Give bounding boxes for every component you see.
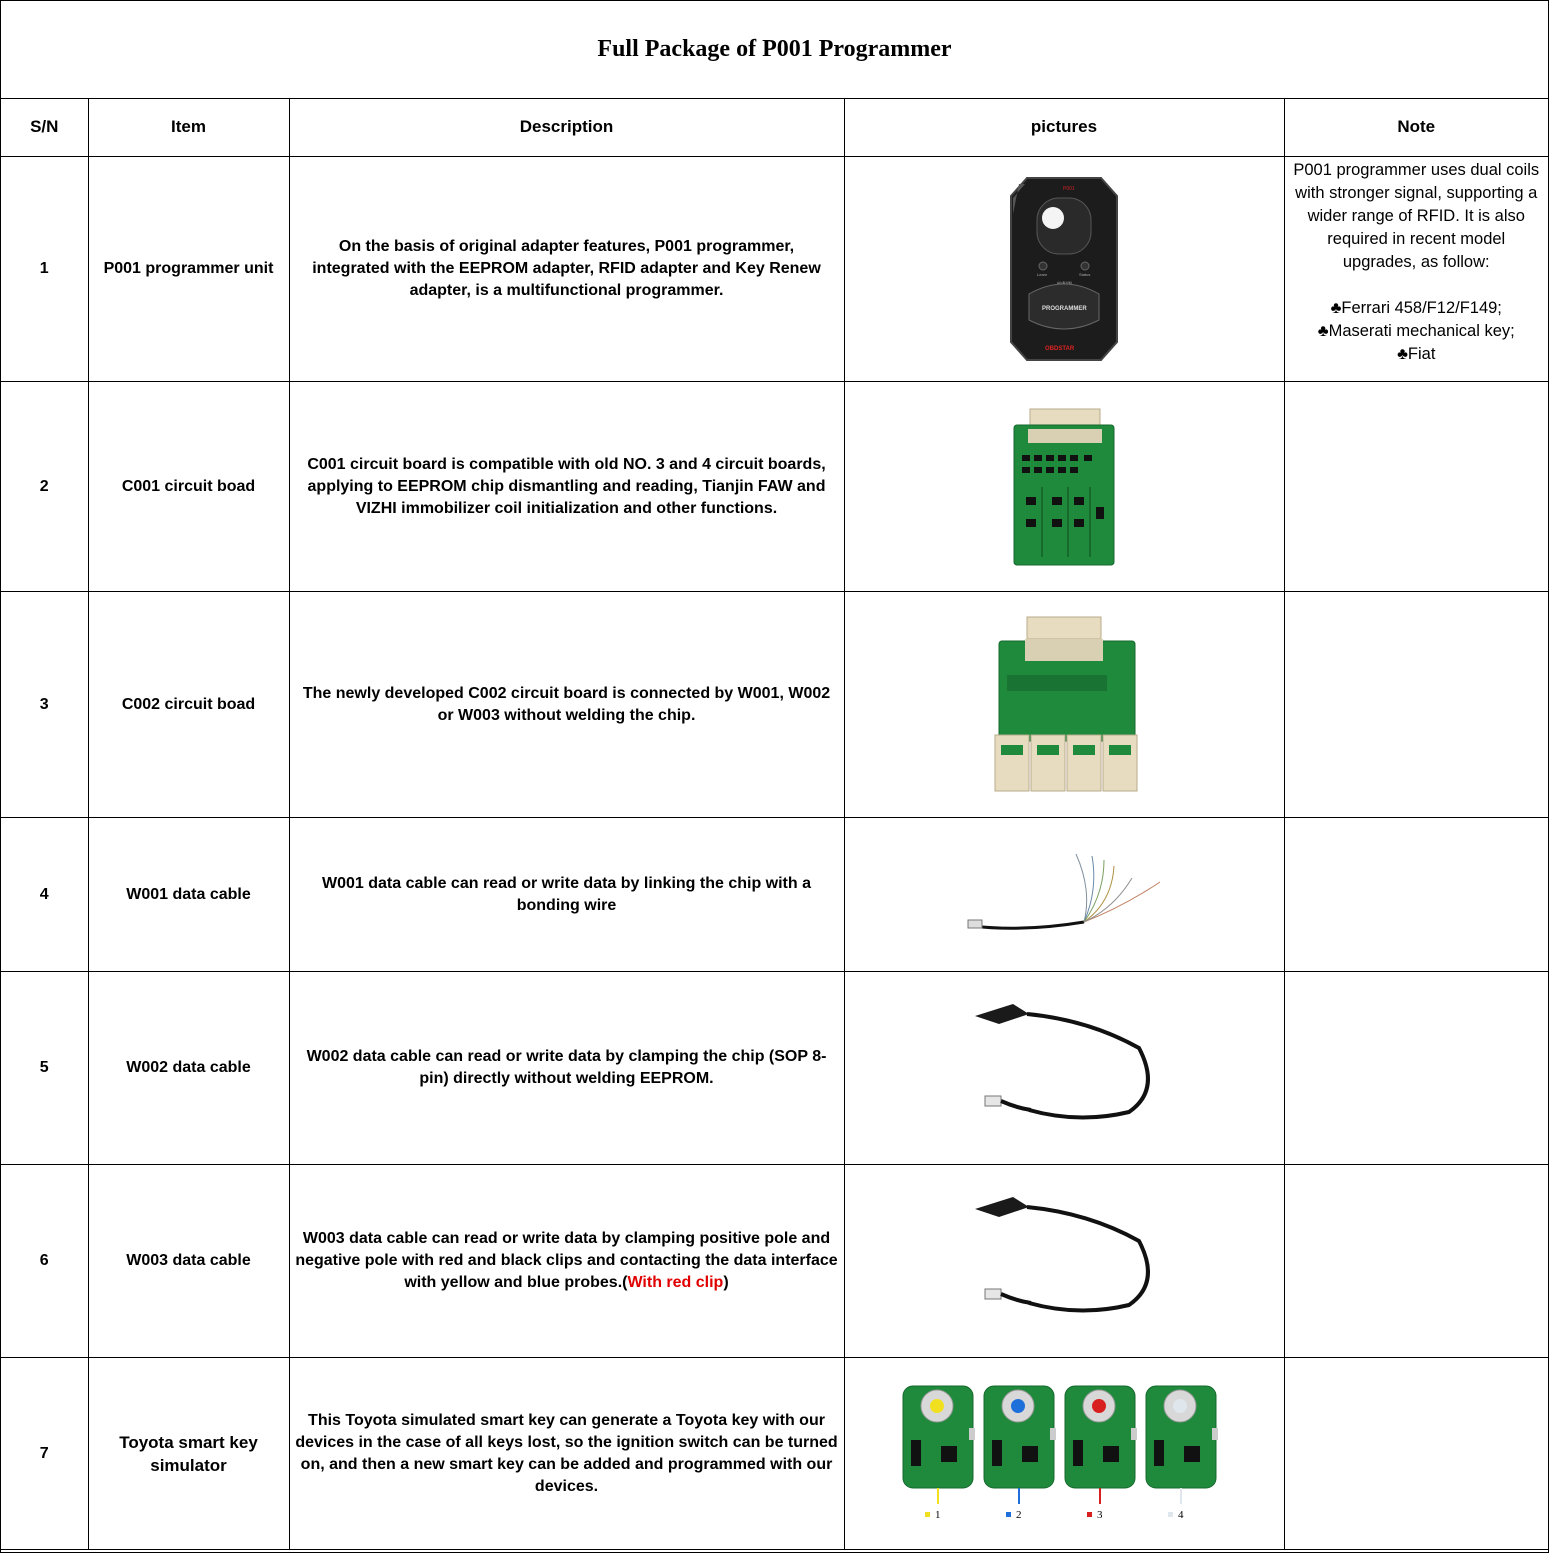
brand-label: OBDSTAR [1045, 346, 1075, 352]
p001-programmer-image [1009, 174, 1119, 364]
note-item: ♣Fiat [1397, 345, 1436, 363]
note-cell-empty [1284, 1165, 1548, 1358]
sn-cell: 6 [1, 1165, 88, 1358]
description-cell: The newly developed C002 circuit board is connected by W001, W002 or W003 without welding the chip. [289, 592, 844, 818]
w001-cable-image [964, 850, 1164, 940]
toyota-simulators-image [899, 1384, 1229, 1524]
note-cell-empty [1284, 1358, 1548, 1550]
simulator-label: 3 [1097, 1508, 1103, 1521]
picture-cell [844, 1165, 1284, 1358]
header-pictures: pictures [844, 98, 1284, 157]
simulator-color-dot [1092, 1399, 1106, 1413]
header-note: Note [1284, 98, 1548, 157]
description-cell: This Toyota simulated smart key can generate a Toyota key with our devices in the case of all keys lost, so the ignition switch can be turned on, and then a new smart key can be added and programmed with our devices. [289, 1358, 844, 1550]
sn-cell: 5 [1, 972, 88, 1165]
sn-cell: 2 [1, 382, 88, 592]
description-cell: W002 data cable can read or write data by clamping the chip (SOP 8-pin) directly without welding EEPROM. [289, 972, 844, 1165]
picture-cell [844, 592, 1284, 818]
simulator-color-dot [930, 1399, 944, 1413]
programmer-label: PROGRAMMER [1042, 306, 1087, 312]
description-cell: C001 circuit board is compatible with old NO. 3 and 4 circuit boards, applying to EEPROM chip dismantling and reading, Tianjin FAW and VIZHI immobilizer coil initialization and other functions. [289, 382, 844, 592]
simulator-label: 1 [935, 1508, 941, 1521]
item-cell: W001 data cable [88, 818, 289, 972]
c002-board-image [989, 615, 1139, 795]
picture-cell [844, 1358, 1284, 1550]
table-row [1, 592, 1548, 818]
item-cell: Toyota smart key simulator [88, 1358, 289, 1550]
item-cell: W003 data cable [88, 1165, 289, 1358]
learn-label: Learn [1037, 272, 1048, 277]
header-sn: S/N [1, 98, 88, 157]
sn-cell: 1 [1, 157, 88, 382]
note-cell-empty [1284, 972, 1548, 1165]
c001-board-image [1012, 407, 1116, 567]
item-cell: C001 circuit boad [88, 382, 289, 592]
red-clip-note: With red clip [627, 1274, 724, 1291]
simulator-color-dot [1173, 1399, 1187, 1413]
header-description: Description [289, 98, 844, 157]
item-cell: C002 circuit boad [88, 592, 289, 818]
status-label: Status [1079, 272, 1091, 277]
simulator-color-dot [1011, 1399, 1025, 1413]
description-text: W003 data cable can read or write data by clamping positive pole and negative pole with red and black clips and contacting the data interface with yellow and blue probes.( [295, 1230, 838, 1291]
header-item: Item [88, 98, 289, 157]
note-item: ♣Maserati mechanical key; [1317, 322, 1515, 340]
note-item: ♣Ferrari 458/F12/F149; [1330, 299, 1502, 317]
table-row [1, 382, 1548, 592]
description-cell [289, 1165, 844, 1358]
note-intro: P001 programmer uses dual coils with stronger signal, supporting a wider range of RFID. It is also required in recent model upgrades, as follow: [1293, 161, 1540, 271]
note-cell-empty [1284, 382, 1548, 592]
simulator-label: 4 [1178, 1508, 1184, 1521]
note-cell-empty [1284, 818, 1548, 972]
description-cell: On the basis of original adapter features, P001 programmer, integrated with the EEPROM adapter, RFID adapter and Key Renew adapter, is a multifunctional programmer. [289, 157, 844, 382]
picture-cell [844, 818, 1284, 972]
sn-cell: 3 [1, 592, 88, 818]
description-cell: W001 data cable can read or write data by linking the chip with a bonding wire [289, 818, 844, 972]
picture-cell [844, 972, 1284, 1165]
table-row [1, 157, 1548, 382]
p001-top-label: P001 [1063, 186, 1075, 192]
picture-cell [844, 382, 1284, 592]
sn-cell: 7 [1, 1358, 88, 1550]
note-cell [1284, 157, 1548, 382]
table-row [1, 1165, 1548, 1358]
table-row [1, 818, 1548, 972]
title-row [1, 1, 1548, 99]
description-end: ) [723, 1274, 729, 1291]
item-cell: W002 data cable [88, 972, 289, 1165]
table-row [1, 972, 1548, 1165]
package-table [1, 98, 1548, 1550]
item-cell: P001 programmer unit [88, 157, 289, 382]
w002-cable-image [969, 1000, 1159, 1136]
w003-cable-image [969, 1193, 1159, 1329]
note-cell-empty [1284, 592, 1548, 818]
sn-cell: 4 [1, 818, 88, 972]
table-row [1, 1358, 1548, 1550]
page-title: Full Package of P001 Programmer [597, 36, 952, 62]
header-row [1, 98, 1548, 157]
picture-cell [844, 157, 1284, 382]
simulator-label: 2 [1016, 1508, 1022, 1521]
